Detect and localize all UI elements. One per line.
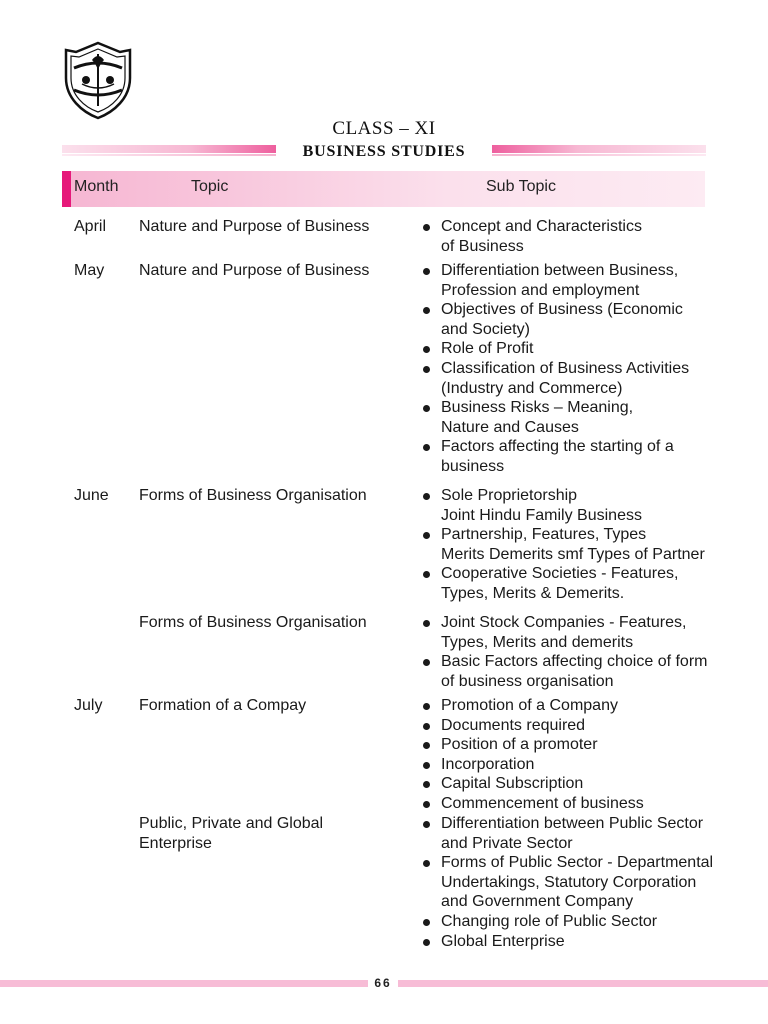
- subtopic-item: Role of Profit: [420, 339, 720, 359]
- row-topic: Nature and Purpose of Business: [139, 218, 370, 235]
- subtopic-item: Position of a promoter: [420, 735, 720, 755]
- bullet-icon: [423, 532, 430, 539]
- subtopic-item: Objectives of Business (Economic and Society): [420, 300, 720, 339]
- bullet-icon: [423, 723, 430, 730]
- column-header-subtopic: Sub Topic: [486, 178, 556, 195]
- page-title: CLASS – XI: [332, 118, 436, 139]
- bullet-icon: [423, 405, 430, 412]
- subtopic-item: Differentiation between Business, Profession and employment: [420, 261, 720, 300]
- bullet-icon: [423, 571, 430, 578]
- row-month: April: [74, 218, 107, 235]
- subtopic-item: Differentiation between Public Sector and Private Sector: [420, 814, 720, 853]
- bullet-icon: [423, 444, 430, 451]
- subtopic-item: Factors affecting the starting of a business: [420, 437, 720, 476]
- bullet-icon: [423, 307, 430, 314]
- row-topic: Forms of Business Organisation: [139, 487, 367, 504]
- subtopic-list: [420, 486, 720, 604]
- subtopic-item: Capital Subscription: [420, 774, 720, 794]
- subtopic-list: [420, 696, 720, 814]
- subtopic-item: Incorporation: [420, 755, 720, 775]
- bullet-icon: [423, 801, 430, 808]
- bullet-icon: [423, 762, 430, 769]
- bullet-icon: [423, 919, 430, 926]
- bullet-icon: [423, 268, 430, 275]
- subtopic-item: Changing role of Public Sector: [420, 912, 720, 932]
- page-subtitle: BUSINESS STUDIES: [302, 143, 466, 160]
- subtopic-item: Business Risks – Meaning, Nature and Causes: [420, 398, 720, 437]
- subtopic-item: Promotion of a Company: [420, 696, 720, 716]
- row-month: July: [74, 697, 103, 714]
- bullet-icon: [423, 821, 430, 828]
- column-header-topic: Topic: [191, 178, 229, 195]
- table-header-accent: [62, 171, 71, 207]
- row-topic: Formation of a Compay: [139, 697, 307, 714]
- subtopic-list: [420, 217, 720, 256]
- subtopic-item: Forms of Public Sector - Departmental Undertakings, Statutory Corporation and Government Company: [420, 853, 720, 912]
- bullet-icon: [423, 493, 430, 500]
- subtopic-list: [420, 814, 720, 951]
- bullet-icon: [423, 939, 430, 946]
- subtopic-item: Commencement of business: [420, 794, 720, 814]
- bullet-icon: [423, 860, 430, 867]
- subtopic-item: Concept and Characteristics of Business: [420, 217, 720, 256]
- row-month: May: [74, 262, 105, 279]
- subtopic-item: Joint Stock Companies - Features, Types, Merits and demerits: [420, 613, 720, 652]
- table-header: [62, 171, 705, 207]
- row-topic: Public, Private and Global Enterprise: [139, 815, 324, 852]
- row-topic: Forms of Business Organisation: [139, 614, 367, 631]
- bullet-icon: [423, 659, 430, 666]
- subtopic-item: Partnership, Features, Types Merits Demerits smf Types of Partner: [420, 525, 720, 564]
- bullet-icon: [423, 703, 430, 710]
- row-topic: Nature and Purpose of Business: [139, 262, 370, 279]
- subtopic-item: Cooperative Societies - Features, Types, Merits & Demerits.: [420, 564, 720, 603]
- bullet-icon: [423, 346, 430, 353]
- subtopic-item: Classification of Business Activities (Industry and Commerce): [420, 359, 720, 398]
- subtopic-list: [420, 261, 720, 477]
- subtopic-item: Documents required: [420, 716, 720, 736]
- bullet-icon: [423, 366, 430, 373]
- page-number: 66: [368, 976, 398, 991]
- school-crest-icon: [62, 40, 134, 120]
- bullet-icon: [423, 781, 430, 788]
- column-header-month: Month: [74, 178, 119, 195]
- subtopic-list: [420, 613, 720, 691]
- bullet-icon: [423, 742, 430, 749]
- bullet-icon: [423, 620, 430, 627]
- row-month: June: [74, 487, 109, 504]
- subtopic-item: Global Enterprise: [420, 932, 720, 952]
- bullet-icon: [423, 224, 430, 231]
- subtopic-item: Basic Factors affecting choice of form of business organisation: [420, 652, 720, 691]
- subtopic-item: Sole Proprietorship Joint Hindu Family Business: [420, 486, 720, 525]
